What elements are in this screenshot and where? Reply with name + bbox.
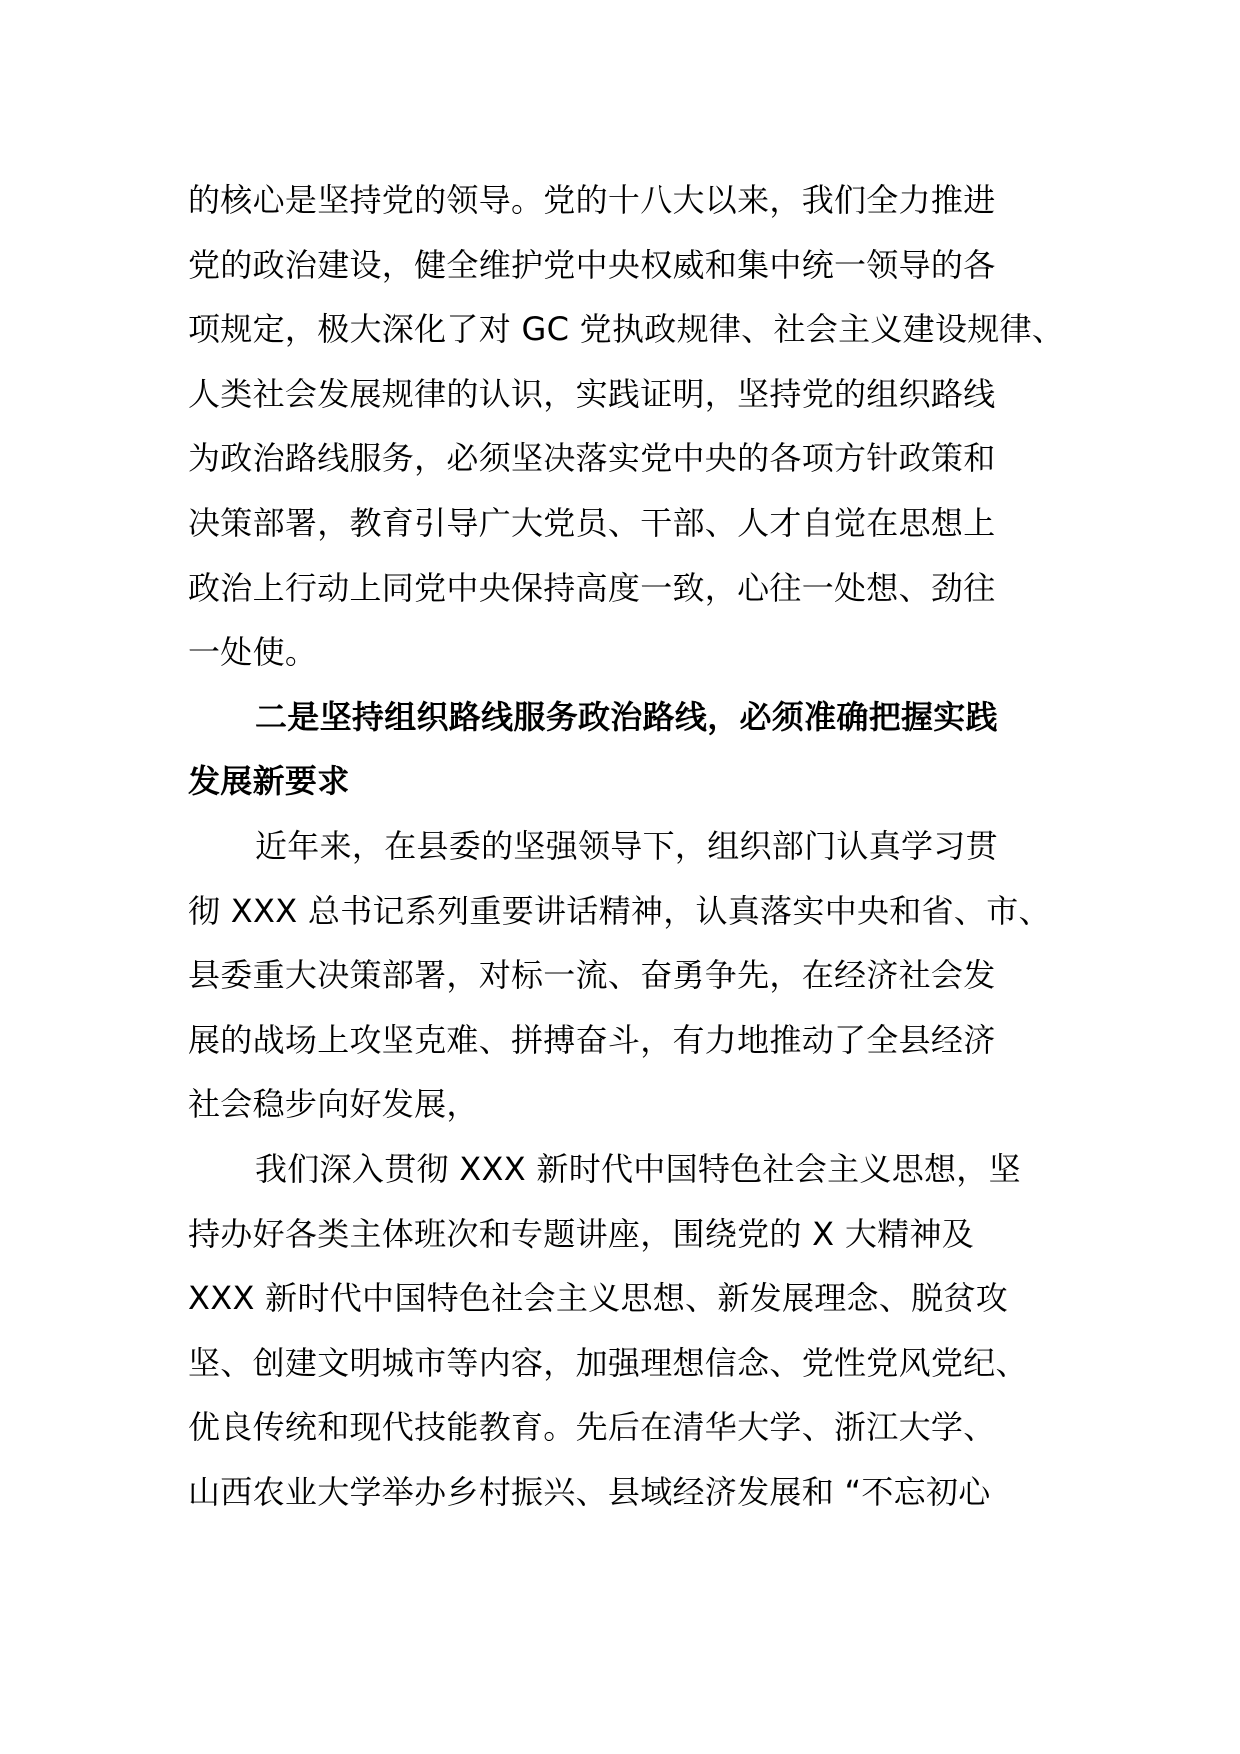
paragraph-line: 持办好各类主体班次和专题讲座，围绕党的 X 大精神及 bbox=[188, 1214, 975, 1253]
paragraph-line: 社会稳步向好发展， bbox=[188, 1085, 479, 1124]
paragraph-line: 人类社会发展规律的认识，实践证明，坚持党的组织路线 bbox=[188, 374, 996, 413]
paragraph-line: 近年来，在县委的坚强领导下，组织部门认真学习贯 bbox=[255, 826, 998, 865]
paragraph-line: 为政治路线服务，必须坚决落实党中央的各项方针政策和 bbox=[188, 439, 996, 478]
paragraph-line: 的核心是坚持党的领导。党的十八大以来，我们全力推进 bbox=[188, 181, 996, 219]
heading-line: 发展新要求 bbox=[188, 762, 350, 801]
paragraph-line: XXX 新时代中国特色社会主义思想、新发展理念、脱贫攻 bbox=[188, 1279, 1009, 1318]
paragraph-2 bbox=[188, 814, 1088, 1137]
paragraph-3 bbox=[188, 1137, 1088, 1525]
paragraph-line: 党的政治建设，健全维护党中央权威和集中统一领导的各 bbox=[188, 245, 996, 284]
paragraph-1 bbox=[188, 168, 1088, 685]
paragraph-line: 展的战场上攻坚克难、拼搏奋斗，有力地推动了全县经济 bbox=[188, 1020, 996, 1059]
paragraph-line: 县委重大决策部署，对标一流、奋勇争先，在经济社会发 bbox=[188, 956, 996, 995]
heading-line: 二是坚持组织路线服务政治路线，必须准确把握实践 bbox=[255, 697, 998, 736]
paragraph-line: 一处使。 bbox=[188, 633, 318, 672]
document-body bbox=[188, 168, 1088, 1524]
paragraph-line: 我们深入贯彻 XXX 新时代中国特色社会主义思想，坚 bbox=[255, 1149, 1021, 1188]
paragraph-line: 政治上行动上同党中央保持高度一致，心往一处想、劲往 bbox=[188, 568, 996, 607]
paragraph-line: 彻 XXX 总书记系列重要讲话精神，认真落实中央和省、市、 bbox=[188, 891, 1051, 930]
paragraph-line: 项规定，极大深化了对 GC 党执政规律、社会主义建设规律、 bbox=[188, 310, 1065, 349]
paragraph-line: 优良传统和现代技能教育。先后在清华大学、浙江大学、 bbox=[188, 1408, 996, 1447]
section-heading bbox=[188, 685, 1088, 814]
paragraph-line: 坚、创建文明城市等内容，加强理想信念、党性党风党纪、 bbox=[188, 1343, 1028, 1382]
paragraph-line: 决策部署，教育引导广大党员、干部、人才自觉在思想上 bbox=[188, 503, 996, 542]
paragraph-line: 山西农业大学举办乡村振兴、县域经济发展和 “不忘初心 bbox=[188, 1472, 991, 1511]
